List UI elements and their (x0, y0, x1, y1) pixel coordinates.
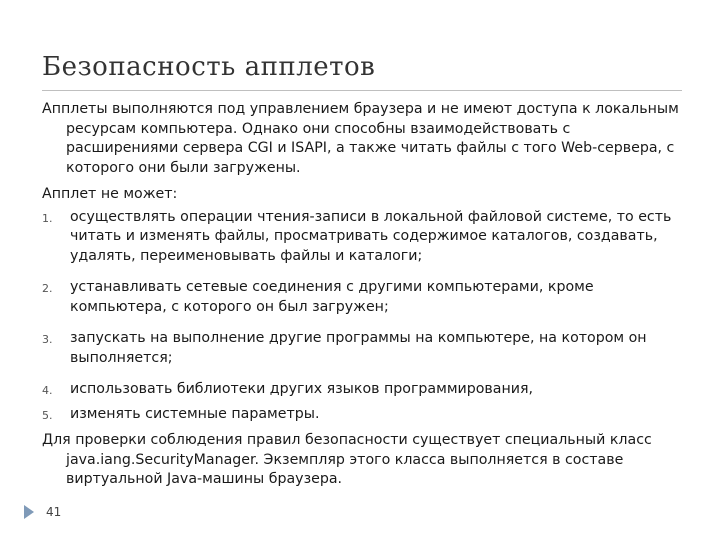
list-item-number: 3. (42, 333, 53, 346)
list-item-number: 1. (42, 211, 53, 225)
list-item (42, 329, 682, 368)
list-item-text: запускать на выполнение другие программы на компьютере, на котором он выполняется; (70, 330, 647, 366)
list-item (42, 208, 682, 267)
list-item-text: устанавливать сетевые соединения с другими компьютерами, кроме компьютера, с которого он был загружен; (70, 279, 594, 315)
list-item-text: изменять системные параметры. (70, 405, 320, 422)
page-number: 41 (46, 505, 62, 519)
list-item (42, 405, 682, 425)
list-item-text: осуществлять операции чтения-записи в локальной файловой системе, то есть читать и изменять файлы, просматривать содержимое каталогов, создавать, удалять, переименовывать файлы и каталоги; (70, 208, 672, 264)
lead-paragraph: Апплет не может: (42, 186, 178, 202)
list-item-number: 5. (42, 408, 53, 422)
list-item (42, 380, 682, 400)
title-divider (42, 90, 682, 91)
triangle-arrow-icon (24, 505, 34, 519)
slide-title: Безопасность апплетов (42, 52, 376, 82)
slide-footer (24, 505, 61, 519)
list-item-number: 4. (42, 384, 53, 397)
list-item (42, 278, 682, 317)
slide-body (42, 100, 682, 490)
list-item-number: 2. (42, 282, 53, 295)
outro-paragraph: Для проверки соблюдения правил безопасности существует специальный класс java.iang.SecurityManager. Экземпляр этого класса выполняется в составе виртуальной Java-машины браузера. (42, 432, 652, 487)
list-item-text: использовать библиотеки других языков программирования, (70, 381, 534, 397)
intro-paragraph: Апплеты выполняются под управлением браузера и не имеют доступа к локальным ресурсам компьютера. Однако они способны взаимодействовать с расширениями сервера CGI и ISAPI, а также читать файлы с того Web-сервера, с которого они были загружены. (42, 101, 679, 176)
restrictions-list (42, 208, 682, 425)
